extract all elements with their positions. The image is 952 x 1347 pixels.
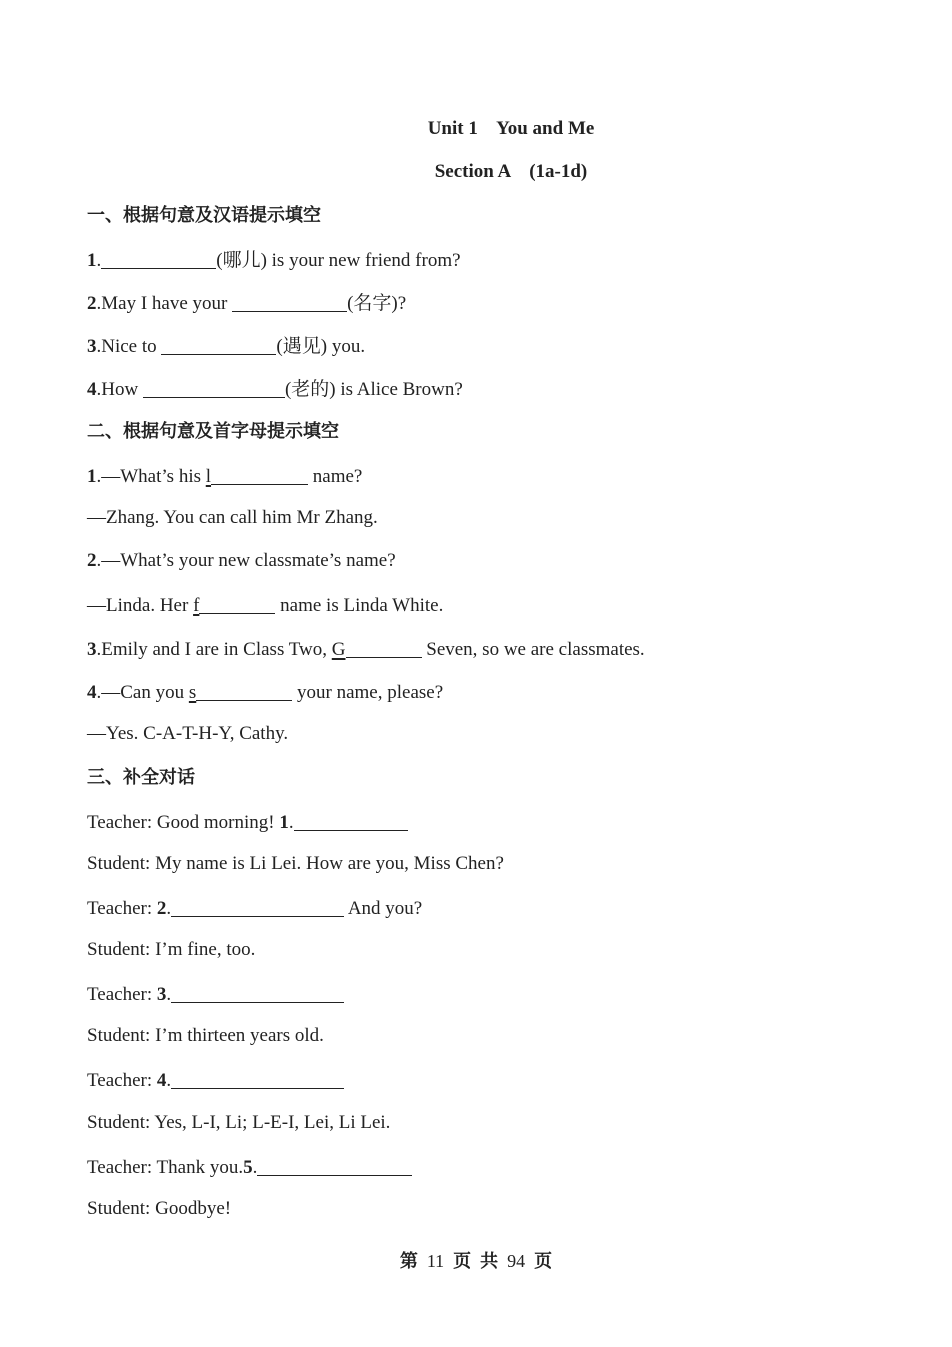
dialogue-line-student-1	[87, 852, 504, 876]
item-number: 3	[156, 984, 167, 1005]
item-text: your name, please?	[292, 682, 444, 703]
item-number: 4	[87, 379, 97, 400]
part1-heading: 一、根据句意及汉语提示填空	[87, 205, 321, 226]
item-number: 2	[87, 293, 97, 314]
dialogue-line-teacher-3	[87, 981, 344, 1007]
answer-blank[interactable]	[171, 898, 344, 917]
item-number: 1	[87, 250, 97, 271]
dialogue-text: .	[166, 898, 172, 919]
chinese-hint: (名字)	[347, 293, 398, 314]
dialogue-text: I’m thirteen years old.	[155, 1025, 324, 1046]
item-number: 5	[243, 1157, 253, 1178]
dialogue-text: I’m fine, too.	[155, 939, 256, 960]
item-text: Seven, so we are classmates.	[421, 639, 645, 660]
part1-item-1	[87, 247, 461, 273]
dialogue-text: .	[166, 1070, 172, 1091]
dialogue-text: Thank you.	[156, 1157, 244, 1178]
dialogue-line-student-3	[87, 1024, 324, 1048]
item-text: is Alice Brown?	[335, 379, 463, 400]
item-text: .	[96, 250, 102, 271]
item-number: 1	[279, 812, 289, 833]
dialogue-line-student-2	[87, 938, 255, 962]
answer-blank[interactable]	[294, 812, 408, 831]
footer-label: 页	[453, 1251, 472, 1272]
item-text: name is Linda White.	[275, 595, 444, 616]
part1-item-4	[87, 376, 463, 402]
dialogue-text: Goodbye!	[155, 1198, 232, 1219]
unit-title: Unit 1 You and Me	[427, 118, 595, 139]
letter-hint: l	[205, 466, 212, 487]
answer-blank[interactable]	[199, 595, 275, 614]
answer-blank[interactable]	[196, 682, 292, 701]
letter-hint: s	[188, 682, 197, 703]
item-text: —Linda. Her	[87, 595, 194, 616]
speaker-label: Teacher:	[87, 812, 157, 833]
part2-item-1	[87, 463, 362, 489]
item-number: 2	[87, 550, 97, 571]
item-text: you.	[327, 336, 366, 357]
total-pages: 94	[507, 1251, 526, 1271]
page-number: 11	[426, 1251, 445, 1271]
item-number: 4	[156, 1070, 167, 1091]
page-footer	[0, 1247, 952, 1273]
dialogue-line-teacher-5	[87, 1154, 412, 1180]
answer-blank[interactable]	[232, 293, 347, 312]
part2-item-4	[87, 679, 443, 705]
part1-item-2	[87, 290, 406, 316]
speaker-label: Teacher:	[87, 1070, 157, 1091]
part2-item-4-reply: —Yes. C-A-T-H-Y, Cathy.	[87, 723, 289, 744]
item-number: 3	[87, 336, 97, 357]
item-text: .Nice to	[96, 336, 162, 357]
chinese-hint: (遇见)	[276, 336, 328, 357]
answer-blank[interactable]	[211, 466, 308, 485]
dialogue-text: My name is Li Lei. How are you, Miss Chen?	[155, 853, 504, 874]
speaker-label: Student:	[87, 1025, 156, 1046]
item-text: .—What’s his	[96, 466, 206, 487]
answer-blank[interactable]	[257, 1157, 412, 1176]
dialogue-text: Good morning!	[156, 812, 280, 833]
dialogue-text: .	[288, 812, 294, 833]
item-number: 1	[87, 466, 97, 487]
speaker-label: Teacher:	[87, 1157, 157, 1178]
part2-heading: 二、根据句意及首字母提示填空	[87, 421, 339, 442]
dialogue-text: Yes, L-I, Li; L-E-I, Lei, Li Lei.	[154, 1112, 391, 1133]
speaker-label: Student:	[87, 1198, 156, 1219]
part2-item-2	[87, 549, 396, 573]
item-text: .May I have your	[96, 293, 233, 314]
speaker-label: Teacher:	[87, 984, 157, 1005]
item-text: name?	[308, 466, 363, 487]
part2-item-3	[87, 636, 645, 662]
chinese-hint: (哪儿)	[216, 250, 267, 271]
footer-label: 页	[534, 1251, 553, 1272]
part2-item-2-reply	[87, 592, 443, 618]
item-text: ?	[397, 293, 407, 314]
dialogue-text: And you?	[344, 898, 423, 919]
item-number: 2	[156, 898, 167, 919]
chinese-hint: (老的)	[284, 379, 336, 400]
item-text: .—Can you	[96, 682, 189, 703]
dialogue-text: .	[252, 1157, 258, 1178]
answer-blank[interactable]	[101, 250, 216, 269]
answer-blank[interactable]	[171, 1070, 344, 1089]
section-title: Section A (1a-1d)	[434, 161, 588, 182]
speaker-label: Student:	[87, 1112, 155, 1133]
letter-hint: f	[193, 595, 200, 616]
dialogue-line-teacher-1	[87, 809, 408, 835]
item-text: .Emily and I are in Class Two,	[96, 639, 332, 660]
item-number: 4	[87, 682, 97, 703]
item-text: is your new friend from?	[266, 250, 461, 271]
part1-item-3	[87, 333, 365, 359]
speaker-label: Student:	[87, 939, 156, 960]
dialogue-line-teacher-4	[87, 1067, 344, 1093]
dialogue-line-student-5	[87, 1197, 231, 1221]
speaker-label: Teacher:	[87, 898, 157, 919]
part3-heading: 三、补全对话	[87, 767, 195, 788]
letter-hint: G	[331, 639, 346, 660]
answer-blank[interactable]	[346, 639, 422, 658]
footer-label: 第	[399, 1251, 418, 1272]
item-text: .How	[96, 379, 143, 400]
answer-blank[interactable]	[143, 379, 285, 398]
speaker-label: Student:	[87, 853, 156, 874]
dialogue-line-teacher-2	[87, 895, 422, 921]
footer-label: 共	[480, 1251, 499, 1272]
answer-blank[interactable]	[161, 336, 276, 355]
dialogue-line-student-4	[87, 1111, 390, 1135]
part2-item-1-reply: —Zhang. You can call him Mr Zhang.	[87, 507, 378, 528]
item-text: .—What’s your new classmate’s name?	[96, 550, 396, 571]
dialogue-text: .	[166, 984, 172, 1005]
answer-blank[interactable]	[171, 984, 344, 1003]
item-number: 3	[87, 639, 97, 660]
